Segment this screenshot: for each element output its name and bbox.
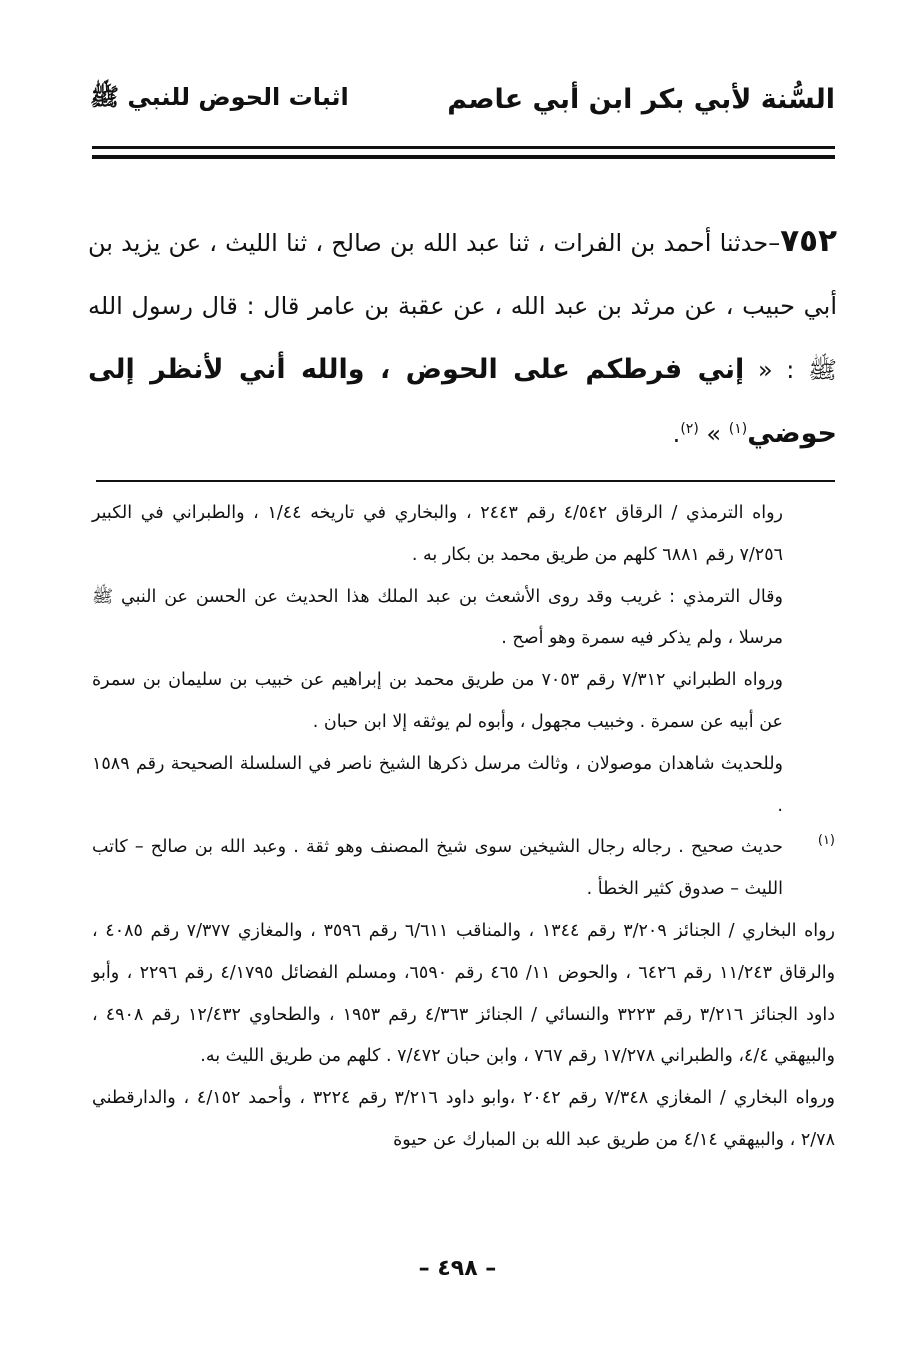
footnote-1-text: حديث صحيح . رجاله رجال الشيخين سوى شيخ المصنف وهو ثقة . وعبد الله بن صالح – كاتب الليث – صدوق كثير الخطأ . [92,837,783,900]
footnote-1-body [92,827,783,911]
footnote-paragraph: وقال الترمذي : غريب وقد روى الأشعث بن عبد الملك هذا الحديث عن الحسن عن النبي ﷺ مرسلا ، ولم يذكر فيه سمرة وهو أصح . [92,586,783,649]
running-header [90,74,835,124]
hadith-text [88,210,837,466]
header-double-rule [92,146,835,162]
footnote-paragraph: ورواه البخاري / المغازي ٧/٣٤٨ رقم ٢٠٤٢ ،وابو داود ٣/٢١٦ رقم ٣٢٢٤ ، وأحمد ٤/١٥٢ ، والدارقطني ٢/٧٨ ، والبيهقي ٤/١٤ من طريق عبد الله بن المبارك عن حيوة [92,1088,835,1150]
footnotes [92,493,835,1162]
hadith-isnad: –حدثنا أحمد بن الفرات ، ثنا عبد الله بن صالح ، ثنا الليث ، عن يزيد بن أبي حبيب ، عن مرثد بن عبد الله ، عن عقبة بن عامر قال : قال رسول الله ﷺ : « [88,229,837,384]
footnote-paragraph: وللحديث شاهدان موصولان ، وثالث مرسل ذكرها الشيخ ناصر في السلسلة الصحيحة رقم ١٥٨٩ . [92,753,783,816]
header-rule-top [92,146,835,149]
page-number: – ٤٩٨ – [418,1256,497,1281]
hadith-matn: إني فرطكم على الحوض ، والله أني لأنظر إلى حوضي [88,354,837,449]
footnote-paragraph: رواه البخاري / الجنائز ٣/٢٠٩ رقم ١٣٤٤ ، والمناقب ٦/٦١١ رقم ٣٥٩٦ ، والمغازي ٧/٣٧٧ رقم ٤٠٨٥ ، والرقاق ١١/٢٤٣ رقم ٦٤٢٦ ، والحوض ١١/ ٤٦٥ رقم ٦٥٩٠، ومسلم الفضائل ٤/١٧٩٥ رقم ٢٢٩٦ ، وأبو داود الجنائز ٣/٢١٦ رقم ٣٢٢٣ والنسائي / الجنائز ٤/٣٦٣ رقم ١٩٥٣ ، والطحاوي ١٢/٤٣٢ رقم ٤٩٠٨ ، والبيهقي ٤/٤، والطبراني ١٧/٢٧٨ رقم ٧٦٧ ، وابن حبان ٧/٤٧٢ . كلهم من طريق الليث به. [92,920,836,1067]
footnote-paragraph: رواه الترمذي / الرقاق ٤/٥٤٢ رقم ٢٤٤٣ ، والبخاري في تاريخه ١/٤٤ ، والطبراني في الكبير ٧/٢٥٦ رقم ٦٨٨١ كلهم من طريق محمد بن بكار به . [92,503,784,565]
footnote-separator [96,480,835,482]
footnote-1 [92,827,835,911]
section-title: اثبات الحوض للنبي ﷺ [90,82,349,111]
footnote-1-marker: (١) [817,833,835,849]
book-title: السُّنة لأبي بكر ابن أبي عاصم [447,83,835,115]
footnote-paragraph: ورواه الطبراني ٧/٣١٢ رقم ٧٠٥٣ من طريق محمد بن إبراهيم عن خبيب بن سليمان بن سمرة عن أبيه عن سمرة . وخبيب مجهول ، وأبوه لم يوثقه إلا ابن حبان . [92,670,783,732]
hadith-end: . [672,420,681,448]
quote-close: » [698,420,729,448]
hadith-number: ٧٥٢ [780,223,837,259]
footnote-ref-2[interactable]: (٢) [680,421,699,437]
footnote-ref-1[interactable]: (١) [728,421,748,437]
header-rule-bottom [92,155,835,159]
